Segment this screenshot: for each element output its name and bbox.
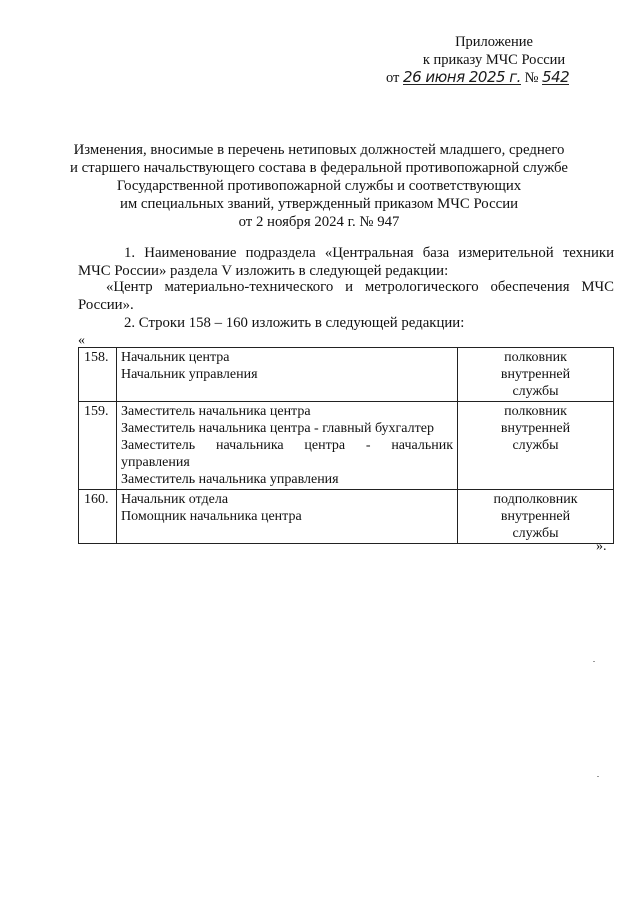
table-row xyxy=(79,348,614,402)
rank-line: полковник xyxy=(504,404,567,419)
paragraph-3 xyxy=(78,314,614,332)
number-label: № xyxy=(524,70,539,86)
scan-speck xyxy=(597,776,599,777)
rank-line: подполковник xyxy=(493,492,578,507)
handwritten-number: 542 xyxy=(542,68,570,86)
rank-line: внутренней xyxy=(500,421,571,436)
scan-speck xyxy=(593,661,595,662)
handwritten-date: 26 июня 2025 г. xyxy=(403,68,521,86)
position-title: Заместитель начальника центра - главный бухгалтер xyxy=(121,421,434,436)
appendix-header xyxy=(386,33,574,86)
row-number: 158. xyxy=(79,348,117,402)
document-title xyxy=(60,141,578,231)
paragraph-3-text: 2. Строки 158 – 160 изложить в следующей редакции: xyxy=(124,315,465,331)
rank-line: полковник xyxy=(504,350,567,365)
position-cell xyxy=(117,490,458,544)
quote-open: « xyxy=(78,333,85,348)
position-title: Начальник управления xyxy=(121,367,258,382)
rank-line: внутренней xyxy=(500,509,571,524)
positions-table xyxy=(78,347,614,544)
rank-line: внутренней xyxy=(500,367,571,382)
rank-line: службы xyxy=(512,384,559,399)
appendix-order-ref: к приказу МЧС России xyxy=(422,52,566,68)
title-line: Государственной противопожарной службы и соответствующих xyxy=(116,178,522,194)
row-number: 159. xyxy=(79,402,117,490)
position-title: Заместитель начальника управления xyxy=(121,472,339,487)
title-line: и старшего начальствующего состава в федеральной противопожарной службе xyxy=(70,160,568,176)
from-prefix: от xyxy=(386,70,400,86)
position-title: Заместитель начальника центра - начальник управления xyxy=(121,438,453,470)
rank-line: службы xyxy=(512,438,559,453)
table-row xyxy=(79,402,614,490)
paragraph-1 xyxy=(78,244,614,280)
rank-cell xyxy=(458,348,614,402)
rank-cell xyxy=(458,490,614,544)
position-title: Заместитель начальника центра xyxy=(121,404,311,419)
position-cell xyxy=(117,402,458,490)
row-number: 160. xyxy=(79,490,117,544)
position-title: Помощник начальника центра xyxy=(121,509,302,524)
position-title: Начальник отдела xyxy=(121,492,229,507)
rank-line: службы xyxy=(512,526,559,541)
position-cell xyxy=(117,348,458,402)
title-line: им специальных званий, утвержденный приказом МЧС России xyxy=(119,196,519,212)
quote-close: ». xyxy=(596,539,607,554)
title-line: Изменения, вносимые в перечень нетиповых должностей младшего, среднего xyxy=(73,142,565,158)
title-line: от 2 ноября 2024 г. № 947 xyxy=(238,214,400,230)
paragraph-2-text: «Центр материально-технического и метрологического обеспечения МЧС России». xyxy=(78,279,614,313)
paragraph-1-text: 1. Наименование подраздела «Центральная база измерительной техники МЧС России» раздела V изложить в следующей редакции: xyxy=(78,245,614,279)
table-row xyxy=(79,490,614,544)
appendix-label: Приложение xyxy=(455,34,533,50)
appendix-date-line xyxy=(386,69,586,87)
rank-cell xyxy=(458,402,614,490)
position-title: Начальник центра xyxy=(121,350,230,365)
paragraph-2 xyxy=(78,278,614,314)
